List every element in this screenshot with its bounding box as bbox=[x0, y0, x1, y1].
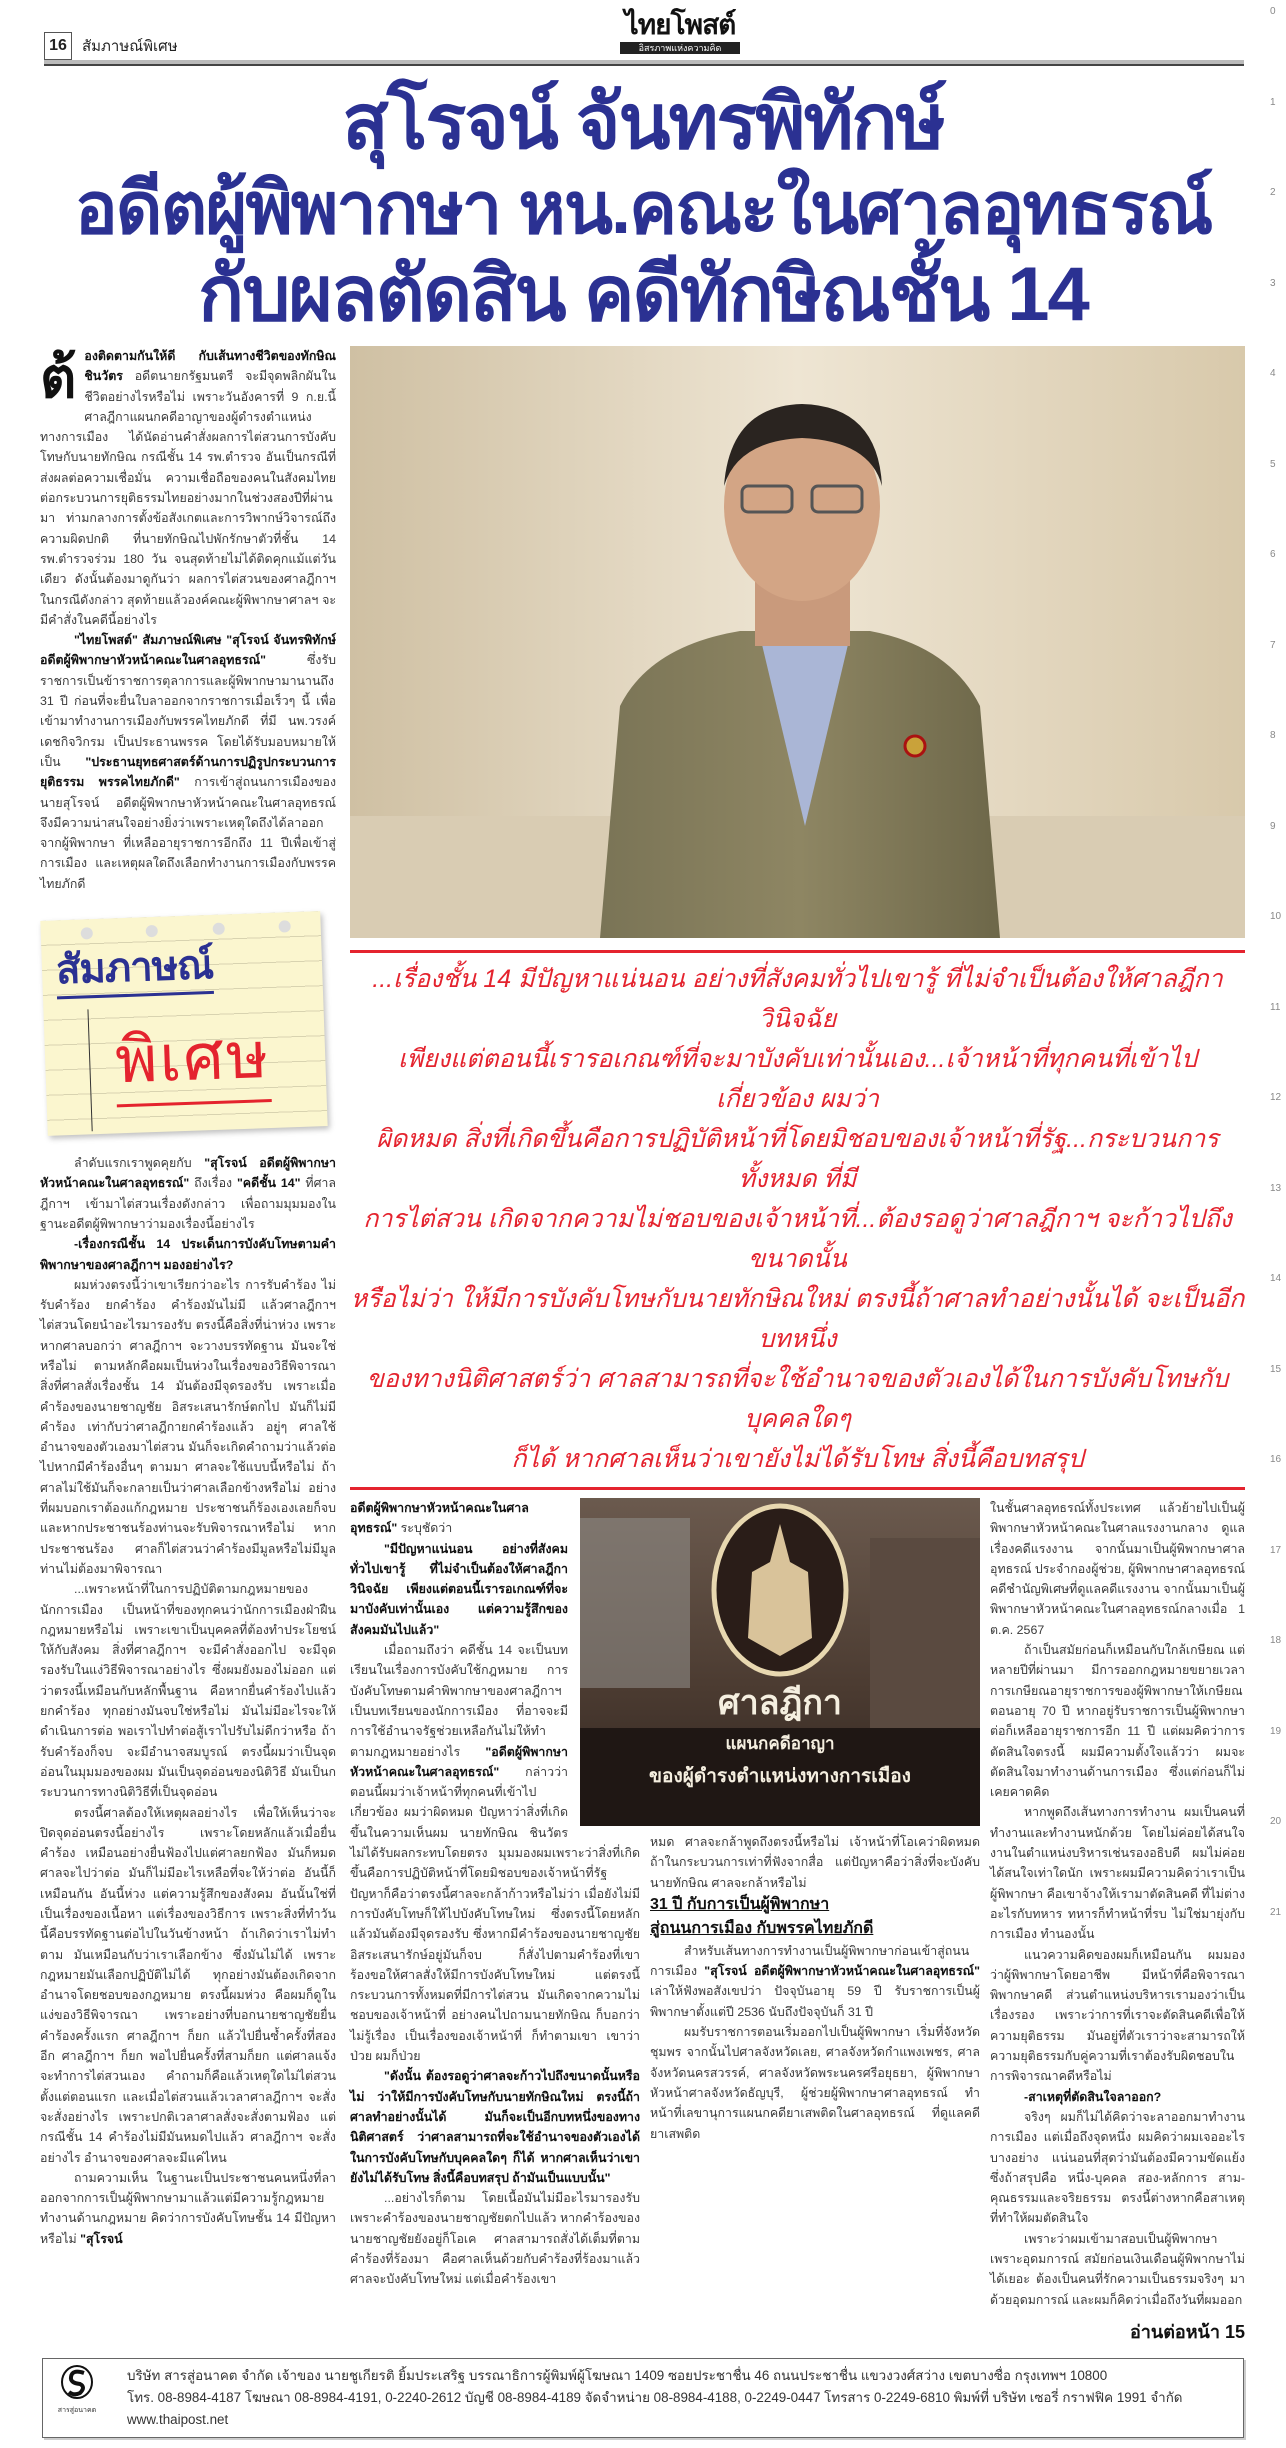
body-text: ถึงเรื่อง bbox=[189, 1176, 237, 1191]
intro-column bbox=[40, 346, 336, 894]
ruler-mark: 21 bbox=[1270, 1906, 1282, 1918]
sign-division: แผนกคดีอาญา bbox=[725, 1734, 835, 1753]
article-paragraph bbox=[990, 2087, 1245, 2107]
ruler-mark: 18 bbox=[1270, 1635, 1282, 1646]
subheading-line1: 31 ปี กับการเป็นผู้พิพากษา bbox=[650, 1895, 830, 1913]
headline-topic: กับผลตัดสิน คดีทักษิณชั้น 14 bbox=[198, 252, 1088, 337]
bold-text: อดีตผู้พิพากษาหัวหน้าคณะในศาลอุทธรณ์" bbox=[350, 1501, 529, 1536]
intro-text bbox=[40, 346, 336, 894]
quote-line: เพียงแต่ตอนนี้เรารอเกณฑ์ที่จะมาบังคับเท่านั้นเอง...เจ้าหน้าที่ทุกคนที่เข้าไปเกี่ยวข้อง ผมว่า bbox=[398, 1045, 1197, 1113]
article-paragraph bbox=[990, 2107, 1245, 2229]
body-text: สำหรับเส้นทางการทำงานเป็นผู้พิพากษาก่อนเข้าสู่ถนนการเมือง bbox=[650, 1943, 970, 1979]
subheading-line2: สู่ถนนการเมือง กับพรรคไทยภักดี bbox=[650, 1919, 874, 1937]
lower-columns bbox=[350, 1498, 1245, 2344]
body-text: เพราะว่าผมเข้ามาสอบเป็นผู้พิพากษาเพราะอุดมการณ์ สมัยก่อนเงินเดือนผู้พิพากษาไม่ได้เยอะ ต้องเป็นคนที่รักความเป็นธรรมจริงๆ มาด้วยอุดมการณ์ และผมก็คิดว่าเมื่อถึงวันที่ผมออก bbox=[990, 2231, 1245, 2307]
ruler-mark: 9 bbox=[1270, 820, 1276, 832]
article-paragraph bbox=[40, 1153, 336, 1234]
body-text: ที่ศาลฎีกาฯ เข้ามาไต่สวนเรื่องดังกล่าว เพื่อถามมุมมองในฐานะอดีตผู้พิพากษาว่ามองเรื่องนี้อย่างไร bbox=[40, 1176, 336, 1231]
ruler-mark: 19 bbox=[1270, 1725, 1282, 1737]
sign-subtitle: ของผู้ดำรงตำแหน่งทางการเมือง bbox=[649, 1766, 911, 1787]
ruler-mark: 14 bbox=[1270, 1273, 1282, 1284]
quote-line: การไต่สวน เกิดจากความไม่ชอบของเจ้าหน้าที่...ต้องรอดูว่าศาลฎีกาฯ จะก้าวไปถึงขนาดนั้น bbox=[363, 1205, 1232, 1273]
ruler-mark: 3 bbox=[1270, 277, 1276, 289]
bold-text: "ไทยโพสต์" สัมภาษณ์พิเศษ "สุโรจน์ จันทรพิทักษ์ อดีตผู้พิพากษาหัวหน้าคณะในศาลอุทธรณ์" bbox=[40, 633, 336, 668]
ruler-mark: 12 bbox=[1270, 1092, 1282, 1103]
under-photo-column bbox=[650, 1498, 980, 2144]
quote-rule-bottom bbox=[350, 1487, 1245, 1490]
bold-text: -สาเหตุที่ตัดสินใจลาออก? bbox=[1024, 2089, 1162, 2104]
body-text: ซึ่งรับราชการเป็นข้าราชการตุลาการและผู้พิพากษามานานถึง 31 ปี ก่อนที่จะยื่นใบลาออกจากราชการเมื่อเร็วๆ นี้ เพื่อเข้ามาทำงานการเมืองกับพรรคไทยภักดี ที่มี นพ.วรงค์ เดชกิจวิกรม เป็นประธานพรรค โดยได้รับมอบหมายให้เป็น bbox=[40, 653, 336, 769]
under-photo-text bbox=[650, 1832, 980, 1893]
headline-name: สุโรจน์ จันทรพิทักษ์ bbox=[342, 80, 944, 165]
article-paragraph bbox=[350, 2066, 640, 2188]
headline-title: อดีตผู้พิพากษา หน.คณะในศาลอุทธรณ์ bbox=[74, 169, 1212, 249]
label-special: พิเศษ bbox=[114, 1011, 272, 1107]
body-text: ถามความเห็น ในฐานะเป็นประชาชนคนหนึ่งที่ลาออกจากการเป็นผู้พิพากษามาแล้วแต่มีความรู้กฎหมาย ทำงานด้านกฎหมาย คิดว่าการบังคับโทษชั้น 14 มีปัญหาหรือไม่ bbox=[40, 2170, 336, 2246]
article-paragraph bbox=[990, 1802, 1245, 1944]
publisher-contacts: โทร. 08-8984-4187 โฆษณา 08-8984-4191, 0-2240-2612 บัญชี 08-8984-4189 จัดจำหน่าย 08-8984-4188, 0-2249-0447 โทรสาร 0-2249-6810 พิมพ์ที่ บริษัท เซอรี่ กราฟฟิค 1991 จำกัด www.thaipost.net bbox=[127, 2389, 1183, 2427]
ruler-mark: 4 bbox=[1270, 368, 1276, 379]
body-text: ...เพราะหน้าที่ในการปฏิบัติตามกฎหมายของนักการเมือง เป็นหน้าที่ของทุกคนว่านักการเมืองฝ่าฝืนกฎหมายหรือไม่ เพราะเขาเป็นบุคคลที่ต้องทำประโยชน์ให้กับสังคม สิ่งที่ศาลฎีกาฯ จะมีคำสั่งออกไป จะมีจุดรองรับในแง่วิธีพิจารณาอย่างไร ซึ่งผมยังมองไม่ออก แต่ว่าตรงนี้เหมือนกับหลักพื้นฐาน คือหากยื่นคำร้องไปแล้วยกคำร้อง ทุกอย่างมันจบใช่หรือไม่ มันไม่มีอะไรจะให้ดำเนินการต่อ พอเราไปทำต่อสู้เราไปรับไม่ดีกว่าหรือ ถ้ารับคำร้องก็จบ จะมีอำนาจสมบูรณ์ ตรงนี้ผมว่าเป็นจุดอ่อนในมุมมองของผม มันเป็นจุดอ่อนของนิติวิธี มันเป็นกระบวนการทางนิติวิธีที่เป็นจุดอ่อน bbox=[40, 1582, 336, 1800]
career-text bbox=[650, 1941, 980, 2144]
article-paragraph bbox=[650, 1832, 980, 1893]
article-paragraph bbox=[40, 1579, 336, 1802]
article-paragraph bbox=[40, 1803, 336, 2168]
article-paragraph bbox=[40, 1275, 336, 1579]
ruler-mark: 11 bbox=[1270, 1001, 1281, 1013]
ruler-mark: 2 bbox=[1270, 187, 1276, 198]
quote-line: ผิดหมด สิ่งที่เกิดขึ้นคือการปฏิบัติหน้าที่โดยมิชอบของเจ้าหน้าที่รัฐ...กระบวนการทั้งหมด ที่มี bbox=[376, 1125, 1219, 1193]
body-text: เล่าให้ฟังพอสังเขปว่า ปัจจุบันอายุ 59 ปี รับราชการเป็นผู้พิพากษาตั้งแต่ปี 2536 นับถึงปัจจุบันก็ 31 ปี bbox=[650, 1984, 980, 2019]
bold-text: "ดังนั้น ต้องรอดูว่าศาลจะก้าวไปถึงขนาดนั้นหรือไม่ ว่าให้มีการบังคับโทษกับนายทักษิณใหม่ ตรงนี้ถ้าศาลทำอย่างนั้นได้ มันก็จะเป็นอีกบทหนึ่งของทางนิติศาสตร์ ว่าศาลสามารถที่จะใช้อำนาจของตัวเองได้ในการบังคับโทษกับบุคคลใดๆ ก็ได้ หากศาลเห็นว่าเขายังไม่ได้รับโทษ สิ่งนี้คือบทสรุป ถ้ามันเป็นแบบนั้น" bbox=[350, 2069, 640, 2185]
body-text: แนวความคิดของผมก็เหมือนกัน ผมมองว่าผู้พิพากษาโดยอาชีพ มีหน้าที่คือพิจารณาพิพากษาคดี ส่วนตำแหน่งบริหารเรามองว่าเป็นเรื่องรอง เพราะว่าการที่เราจะตัดสินคดีเพื่อให้ความยุติธรรม มันอยู่ที่ตัวเราว่าจะสามารถให้ความยุติธรรมกับคู่ความที่เราต้องรับผิดชอบในการพิจารณาคดีหรือไม่ bbox=[990, 1947, 1245, 2084]
article-body bbox=[40, 346, 1245, 2344]
bold-text: "คดีชั้น 14" bbox=[236, 1176, 301, 1191]
body-text: ระบุชัดว่า bbox=[397, 1521, 453, 1536]
ruler-mark: 1 bbox=[1270, 96, 1276, 108]
body-text: เมื่อถามถึงว่า คดีชั้น 14 จะเป็นบทเรียนในเรื่องการบังคับใช้กฎหมาย การบังคับโทษตามคำพิพากษาของศาลฎีกาฯ เป็นบทเรียนของนักการเมือง ที่อาจจะมีการใช้อำนาจรัฐช่วยเหลือกันไม่ให้ทำตามกฎหมายอย่างไร bbox=[350, 1643, 568, 1759]
ruler-mark: 6 bbox=[1270, 549, 1276, 560]
continued-on-page-link[interactable]: อ่านต่อหน้า 15 bbox=[1129, 2321, 1245, 2342]
article-paragraph bbox=[990, 1498, 1245, 1640]
section-name: สัมภาษณ์พิเศษ bbox=[82, 38, 178, 55]
bold-text: "อดีตผู้พิพากษาหัวหน้าคณะในศาลอุทธรณ์" bbox=[350, 1744, 568, 1779]
article-paragraph bbox=[350, 2188, 640, 2289]
ruler-mark: 10 bbox=[1270, 911, 1282, 922]
binder-hole bbox=[81, 927, 93, 939]
body-text: ผมรับราชการตอนเริ่มออกไปเป็นผู้พิพากษา เริ่มที่จังหวัดชุมพร จากนั้นไปศาลจังหวัดเลย, ศาลจังหวัดกำแพงเพชร, ศาลจังหวัดนครสวรรค์, ศาลจังหวัดพระนครศรีอยุธยา, ผู้พิพากษาหัวหน้าศาลจังหวัดธัญบุรี, ผู้ช่วยผู้พิพากษาศาลอุทธรณ์ ทำหน้าที่เลขานุการแผนกคดียาเสพติดในศาลอุทธรณ์ ที่ดูแลคดียาเสพติด bbox=[650, 2025, 980, 2141]
portrait-illustration bbox=[350, 346, 1245, 938]
body-text: ในชั้นศาลอุทธรณ์ทั้งประเทศ แล้วย้ายไปเป็นผู้พิพากษาหัวหน้าคณะในศาลแรงงานกลาง ดูแลเรื่องคดีแรงงาน จากนั้นมาเป็นผู้พิพากษาศาลอุทธรณ์ ประจำกองผู้ช่วย, ผู้พิพากษาศาลอุทธรณ์คดีชำนัญพิเศษที่ดูแลคดีแรงงาน จากนั้นมาเป็นผู้พิพากษาหัวหน้าคณะในศาลอุทธรณ์กลางเมื่อ 1 ต.ค. 2567 bbox=[990, 1501, 1245, 1637]
ruler-mark: 13 bbox=[1270, 1182, 1282, 1194]
publisher-logo bbox=[57, 2365, 97, 2415]
body-text: ถ้าเป็นสมัยก่อนก็เหมือนกับใกล้เกษียณ แต่หลายปีที่ผ่านมา มีการออกกฎหมายขยายเวลาการเกษียณอายุราชการของผู้พิพากษาให้เกษียณตอนอายุ 70 ปี หากอยู่รับราชการเป็นผู้พิพากษาต่อก็เหลืออายุราชการอีก 11 ปี แต่ผมคิดว่าการตัดสินใจตรงนี้ ผมมีความตั้งใจแล้วว่า ผมจะตัดสินใจมาทำงานด้านการเมือง ซึ่งแต่ก่อนก็ไม่เคยคาดคิด bbox=[990, 1643, 1245, 1800]
binder-hole bbox=[146, 925, 158, 937]
publisher-logo-caption: สารสู่อนาคต bbox=[57, 2406, 97, 2414]
bold-text: -เรื่องกรณีชั้น 14 ประเด็นการบังคับโทษตามคำพิพากษาของศาลฎีกาฯ มองอย่างไร? bbox=[40, 1237, 336, 1272]
body-text: กล่าวว่า ตอนนี้ผมว่าเจ้าหน้าที่ทุกคนที่เข้าไปเกี่ยวข้อง ผมว่าผิดหมด ปัญหาว่าสิ่งที่เกิดขึ้นในความเห็นผม นายทักษิณ ชินวัตร ไม่ได้รับผลกระทบโดยตรง มุมมองผมเพราะว่าสิ่งที่เกิดขึ้นคือการปฏิบัติหน้าที่โดยมิชอบของเจ้าหน้าที่รัฐ ปัญหาก็คือว่าตรงนี้ศาลจะกล้าก้าวหรือไม่ว่า เมื่อยังไม่มีการบังคับโทษก็ให้ไปบังคับโทษใหม่ ซึ่งตรงนี้โดยหลักแล้วมันต้องมีจุดรองรับ ซึ่งหากมีคำร้องของนายชาญชัย อิสระเสนารักษ์อยู่มันก็จบ ก็สั่งไปตามคำร้องที่เขาร้องขอให้ศาลสั่งให้มีการบังคับโทษใหม่ แต่ตรงนี้กระบวนการทั้งหมดที่มีการไต่สวน มันเกิดจากความไม่ชอบของเจ้าหน้าที่ อย่างคนไปถามนายทักษิณ ก็บอกว่าไม่รู้เรื่อง เป็นเรื่องของเจ้าหน้าที่ ก็ทำตามเขา เขาว่าป่วย ผมก็ป่วย bbox=[350, 1764, 640, 2064]
right-area bbox=[350, 346, 1245, 2344]
left-column bbox=[40, 1153, 336, 2249]
left-column-text bbox=[40, 1153, 336, 2249]
ruler-mark: 5 bbox=[1270, 458, 1276, 470]
ruler-mark: 15 bbox=[1270, 1363, 1282, 1375]
label-interview: สัมภาษณ์ bbox=[55, 939, 214, 999]
article-paragraph bbox=[990, 1945, 1245, 2087]
bold-text: "ประธานยุทธศาสตร์ด้านการปฏิรูปกระบวนการยุติธรรม พรรคไทยภักดี" bbox=[40, 754, 336, 790]
bold-text: "สุโรจน์ bbox=[80, 2231, 123, 2246]
bold-text: องติดตามกันให้ดี กับเส้นทางชีวิตของทักษิณ ชินวัตร bbox=[84, 349, 336, 384]
quote-line: ก็ได้ หากศาลเห็นว่าเขายังไม่ได้รับโทษ สิ่งนี้คือบทสรุป bbox=[511, 1445, 1084, 1473]
article-paragraph bbox=[990, 2229, 1245, 2310]
bold-text: "สุโรจน์ อดีตผู้พิพากษาหัวหน้าคณะในศาลอุทธรณ์" bbox=[40, 1156, 337, 1191]
quote-line: ของทางนิติศาสตร์ว่า ศาลสามารถที่จะใช้อำนาจของตัวเองได้ในการบังคับโทษกับบุคคลใดๆ bbox=[366, 1365, 1229, 1433]
newspaper-logo bbox=[610, 8, 750, 60]
right-column-text bbox=[990, 1498, 1245, 2310]
header-rule bbox=[44, 60, 1244, 66]
left-column-stack bbox=[40, 346, 336, 2249]
logo-name: ไทยโพสต์ bbox=[624, 9, 736, 40]
article-paragraph bbox=[650, 1941, 980, 2022]
article-paragraph bbox=[990, 1640, 1245, 1802]
special-interview-label bbox=[40, 911, 327, 1136]
body-text: ...อย่างไรก็ตาม โดยเนื้อมันไม่มีอะไรมารองรับเพราะคำร้องของนายชาญชัยตกไปแล้ว หากคำร้องของนายชาญชัยยังอยู่ก็โอเค ศาลสามารถสั่งได้เต็มที่ตามคำร้องที่ร้องมา คือศาลเห็นด้วยกับคำร้องที่ร้องมาแล้วศาลจะบังคับโทษใหม่ แต่เมื่อคำร้องเขา bbox=[350, 2191, 640, 2287]
ruler-mark: 17 bbox=[1270, 1544, 1282, 1556]
ruler-mark: 8 bbox=[1270, 730, 1276, 741]
article-paragraph bbox=[40, 630, 336, 894]
body-text: ผมห่วงตรงนี้ว่าเขาเรียกว่าอะไร การรับคำร้อง ไม่รับคำร้อง ยกคำร้อง คำร้องมันไม่มี แล้วศาลฎีกาฯ ไต่สวนโดยนำอะไรมารองรับ ตรงนี้คือสิ่งที่น่าห่วง เพราะหากศาลบอกว่า ศาลฎีกาฯ จะวางบรรทัดฐาน มันจะใช่หรือไม่ ตามหลักคือผมเป็นห่วงในเรื่องของวิธีพิจารณา สิ่งที่ศาลสั่งเรื่องชั้น 14 มันต้องมีจุดรองรับ เพราะเมื่อคำร้องของนายชาญชัย อิสระเสนารักษ์ตกไป มันก็ไม่มีคำร้อง เท่ากับว่าศาลฎีกายกคำร้องแล้ว อยู่ๆ ศาลใช้อำนาจของตัวเองมาไต่สวน มันก็จะเกิดคำถามว่าแล้วต่อไปหากมีคำร้องอื่นๆ ตามมา ศาลจะใช้แบบนี้หรือไม่ ถ้าศาลไม่ใช้มันก็จะกลายเป็นว่าศาลเลือกข้างหรือไม่ อย่างที่ผมบอกเราต้องแก้กฎหมาย ประชาชนก็ร้องเองเลยก็จบ และหากประชาชนร้องท่านจะรับพิจารณาหรือไม่ หากประชาชนร้อง ศาลก็ไต่สวนว่าคำร้องมีมูลหรือไม่มีมูล ท่านไม่ต้องมาพิจารณา bbox=[40, 1277, 336, 1576]
ruler-mark: 16 bbox=[1270, 1454, 1282, 1465]
notepad-margin bbox=[87, 1009, 92, 1131]
body-text: ลำดับแรกเราพูดคุยกับ bbox=[74, 1156, 205, 1171]
portrait-photo bbox=[350, 346, 1245, 938]
supreme-court-sign-photo bbox=[580, 1498, 980, 1826]
ruler-mark: 20 bbox=[1270, 1816, 1282, 1827]
quote-line: ...เรื่องชั้น 14 มีปัญหาแน่นอน อย่างที่สังคมทั่วไปเขารู้ ที่ไม่จำเป็นต้องให้ศาลฎีกาวินิจฉัย bbox=[372, 965, 1223, 1033]
publisher-footer bbox=[42, 2358, 1244, 2438]
logo-slogan: อิสรภาพแห่งความคิด bbox=[620, 42, 740, 54]
body-text: อดีตนายกรัฐมนตรี จะมีจุดพลิกผันในชีวิตอย่างไรหรือไม่ เพราะวันอังคารที่ 9 ก.ย.นี้ ศาลฎีกาแผนกคดีอาญาของผู้ดำรงตำแหน่งทางการเมือง ได้นัดอ่านคำสั่งผลการไต่สวนการบังคับโทษกับนายทักษิณ กรณีชั้น 14 รพ.ตำรวจ อันเป็นกรณีที่ส่งผลต่อความเชื่อมั่น ความเชื่อถือของคนในสังคมไทย ต่อกระบวนการยุติธรรมไทยอย่างมากในช่วงสองปีที่ผ่านมา ท่ามกลางการตั้งข้อสังเกตและการวิพากษ์วิจารณ์ถึงความผิดปกติ ที่นายทักษิณไปพักรักษาตัวที่ชั้น 14 รพ.ตำรวจร่วม 180 วัน จนสุดท้ายไม่ได้ติดคุกแม้แต่วันเดียว ดังนั้นต้องมาดูกันว่า ผลการไต่สวนของศาลฎีกาฯ ในกรณีดังกล่าว สุดท้ายแล้วองค์คณะผู้พิพากษาศาลฯ จะมีคำสั่งในคดีนี้อย่างไร bbox=[40, 369, 336, 627]
pull-quote bbox=[350, 953, 1245, 1487]
ruler-mark: 7 bbox=[1270, 639, 1276, 651]
body-text: จริงๆ ผมก็ไม่ได้คิดว่าจะลาออกมาทำงานการเมือง แต่เมื่อถึงจุดหนึ่ง ผมคิดว่าผมเจออะไรบางอย่าง แน่นอนที่สุดว่ามันต้องมีความขัดแย้ง ซึ่งถ้าสรุปคือ หนึ่ง-บุคคล สอง-หลักการ สาม-คุณธรรมและจริยธรรม ตรงนี้ต่างหากคือสาเหตุที่ทำให้ผมตัดสินใจ bbox=[990, 2109, 1245, 2226]
body-text: หมด ศาลจะกล้าพูดถึงตรงนี้หรือไม่ เจ้าหน้าที่โอเคว่าผิดหมด ถ้าในกระบวนการเท่าที่ฟังจากสื่อ แต่ปัญหาคือว่าสิ่งที่จะบังคับนายทักษิณ ศาลจะกล้าหรือไม่ bbox=[650, 1835, 980, 1890]
body-text: หากพูดถึงเส้นทางการทำงาน ผมเป็นคนที่ทำงานและทำงานหนักด้วย โดยไม่ค่อยได้สนใจงานในตำแหน่งบริหารเช่นรองอธิบดี ผมไม่ค่อยได้สนใจเท่าใดนัก เพราะผมมีความคิดว่าเราเป็นผู้พิพากษา คือเขาจ้างให้เรามาตัดสินคดี ที่ไม่ต่างอะไรกับทหาร ทหารก็ทำหน้าที่รบ ไม่ใช่มายุ่งกับการเมือง ทำนองนั้น bbox=[990, 1805, 1246, 1942]
article-paragraph bbox=[40, 2168, 336, 2249]
bold-text: "สุโรจน์ อดีตผู้พิพากษาหัวหน้าคณะในศาลอุทธรณ์" bbox=[704, 1964, 980, 1979]
article-paragraph bbox=[40, 1234, 336, 1275]
right-column bbox=[990, 1498, 1245, 2344]
publisher-address: บริษัท สารสู่อนาคต จำกัด เจ้าของ นายชูเกียรติ ยิ้มประเสริฐ บรรณาธิการผู้พิมพ์ผู้โฆษณา 1409 ซอยประชาชื่น 46 ถนนประชาชื่น แขวงวงศ์สว่าง เขตบางซื่อ กรุงเทพฯ 10800 bbox=[127, 2367, 1108, 2383]
body-text: ตรงนี้ศาลต้องให้เหตุผลอย่างไร เพื่อให้เห็นว่าจะปิดจุดอ่อนตรงนี้อย่างไร เพราะโดยหลักแล้วเมื่อยื่นคำร้อง เหมือนอย่างยื่นฟ้องไปแต่ศาลยกฟ้อง มันก็หมด ศาลจะไปว่าต่อ มันก็ไม่มีอะไรเหลือที่จะให้ว่าต่อ อันนี้ก็เหมือนกัน อันนี้ห่วง แต่ความรู้สึกของสังคม อันนั้นใช่ที่เป็นเรื่องของเนื้อหา แต่เรื่องของวิธีการ เพราะสิ่งที่ทำวันนี้คือบรรทัดฐานต่อไปในวันข้างหน้า ถ้าเกิดว่าเราไม่ทำตาม มันเหมือนกับว่าเราเลือกข้าง ซึ่งมันไม่ได้ เพราะกฎหมายมันเลือกปฏิบัติไม่ได้ ทุกอย่างมันต้องเกิดจากอำนาจโดยชอบของกฎหมาย ตรงนี้ผมห่วง คือผมก็ดูในแง่ของวิธีพิจารณา เพราะอย่างที่บอกนายชาญชัยยื่นคำร้องครั้งแรก ศาลฎีกาฯ ก็ยก แล้วไปยื่นซ้ำครั้งที่สองอีก ศาลฎีกาฯ ก็ยก พอไปยื่นครั้งที่สามก็ยก แต่ศาลแจ้งจะทำการไต่สวนเอง คำถามก็คือแล้วเหตุใดไม่ไต่สวนตั้งแต่ตอนแรก และเมื่อไต่สวนแล้วเวลาศาลฎีกาฯ จะสั่ง จะสั่งอย่างไร เพราะปกติเวลาศาลสั่งจะสั่งตามฟ้อง แต่กรณีชั้น 14 คำร้องไม่มีมันหมดไปแล้ว ศาลฎีกาฯ จะสั่งอย่างไร อำนาจของศาลจะมีแค่ไหน bbox=[40, 1805, 336, 2165]
drop-cap: ต้ bbox=[40, 346, 77, 409]
binder-hole bbox=[213, 923, 225, 935]
bold-text: "มีปัญหาแน่นอน อย่างที่สังคมทั่วไปเขารู้ ที่ไม่จำเป็นต้องให้ศาลฎีกาวินิจฉัย เพียงแต่ตอนนี้เรารอเกณฑ์ที่จะมาบังคับเท่านั้นเอง แต่ความรู้สึกของสังคมมันไปแล้ว" bbox=[350, 1541, 568, 1637]
page-number: 16 bbox=[44, 32, 72, 60]
article-paragraph bbox=[650, 2022, 980, 2144]
ruler-mark: 0 bbox=[1270, 6, 1276, 17]
publisher-s-logo-icon bbox=[60, 2365, 94, 2401]
quote-line: หรือไม่ว่า ให้มีการบังคับโทษกับนายทักษิณใหม่ ตรงนี้ถ้าศาลทำอย่างนั้นได้ จะเป็นอีกบทหนึ่ง bbox=[350, 1285, 1245, 1353]
article-paragraph bbox=[40, 346, 336, 630]
sign-court-name: ศาลฎีกา bbox=[717, 1684, 842, 1722]
binder-hole bbox=[278, 920, 290, 932]
body-text: การเข้าสู่ถนนการเมืองของนายสุโรจน์ อดีตผู้พิพากษาหัวหน้าคณะในศาลอุทธรณ์ จึงมีความน่าสนใจอย่างยิ่งว่าเพราะเหตุใดถึงได้ลาออกจากผู้พิพากษา ที่เหลืออายุราชการอีกถึง 11 ปีเพื่อเข้าสู่การเมือง และเหตุผลใดถึงเลือกทำงานการเมืองกับพรรคไทยภักดี bbox=[40, 775, 337, 891]
